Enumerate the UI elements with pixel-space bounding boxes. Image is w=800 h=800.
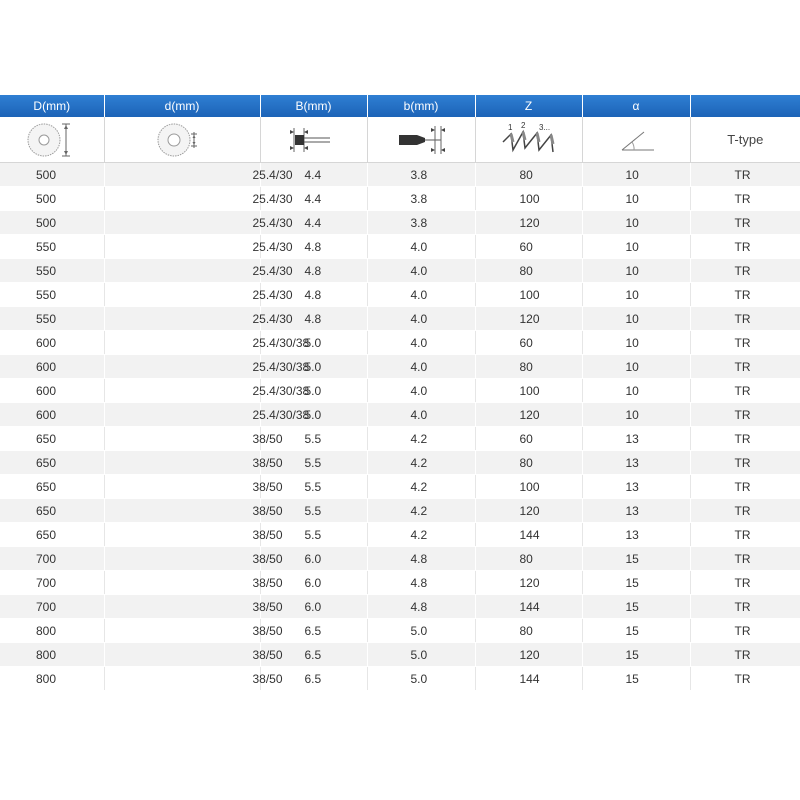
cell-B: 5.0 xyxy=(260,379,367,403)
cell-B: 5.5 xyxy=(260,475,367,499)
table-row xyxy=(0,643,800,667)
cell-Z: 80 xyxy=(475,619,582,643)
cell-b: 4.0 xyxy=(367,259,475,283)
table-row xyxy=(0,163,800,187)
cell-b: 4.0 xyxy=(367,307,475,331)
cell-type: TR xyxy=(690,571,800,595)
table-row xyxy=(0,211,800,235)
angle-icon xyxy=(582,117,690,163)
cell-type: TR xyxy=(690,163,800,187)
cell-type: TR xyxy=(690,547,800,571)
cell-type: TR xyxy=(690,235,800,259)
cell-alpha: 10 xyxy=(582,163,690,187)
cell-d: 38/50 xyxy=(104,523,260,547)
cell-D: 700 xyxy=(0,571,104,595)
cell-d: 38/50 xyxy=(104,547,260,571)
table-row xyxy=(0,283,800,307)
cell-alpha: 13 xyxy=(582,427,690,451)
cell-type: TR xyxy=(690,643,800,667)
cell-type: TR xyxy=(690,307,800,331)
cell-Z: 120 xyxy=(475,403,582,427)
cell-type: TR xyxy=(690,283,800,307)
cell-alpha: 15 xyxy=(582,619,690,643)
cell-alpha: 15 xyxy=(582,595,690,619)
cell-alpha: 13 xyxy=(582,499,690,523)
cell-b: 4.0 xyxy=(367,379,475,403)
col-header-type xyxy=(690,95,800,117)
cell-B: 4.4 xyxy=(260,211,367,235)
cell-d: 38/50 xyxy=(104,595,260,619)
table-row xyxy=(0,619,800,643)
cell-alpha: 10 xyxy=(582,259,690,283)
cell-D: 500 xyxy=(0,211,104,235)
cell-D: 650 xyxy=(0,451,104,475)
cell-B: 4.8 xyxy=(260,259,367,283)
table-row xyxy=(0,403,800,427)
cell-b: 5.0 xyxy=(367,667,475,691)
cell-b: 4.8 xyxy=(367,571,475,595)
cell-d: 38/50 xyxy=(104,571,260,595)
cell-alpha: 15 xyxy=(582,667,690,691)
cell-Z: 144 xyxy=(475,667,582,691)
cell-B: 5.5 xyxy=(260,523,367,547)
table-row xyxy=(0,187,800,211)
cell-D: 800 xyxy=(0,619,104,643)
cell-b: 5.0 xyxy=(367,643,475,667)
cell-type: TR xyxy=(690,499,800,523)
cell-b: 4.0 xyxy=(367,283,475,307)
kerf-width-icon xyxy=(260,117,367,163)
cell-b: 4.0 xyxy=(367,331,475,355)
cell-Z: 60 xyxy=(475,427,582,451)
cell-D: 500 xyxy=(0,163,104,187)
cell-type: TR xyxy=(690,523,800,547)
cell-Z: 144 xyxy=(475,523,582,547)
cell-type: TR xyxy=(690,619,800,643)
cell-D: 500 xyxy=(0,187,104,211)
cell-type: TR xyxy=(690,331,800,355)
col-header-d: d(mm) xyxy=(104,95,260,117)
cell-d: 25.4/30 xyxy=(104,211,260,235)
cell-Z: 120 xyxy=(475,499,582,523)
table-row xyxy=(0,451,800,475)
cell-B: 5.0 xyxy=(260,331,367,355)
cell-alpha: 10 xyxy=(582,235,690,259)
col-header-D: D(mm) xyxy=(0,95,104,117)
cell-d: 38/50 xyxy=(104,475,260,499)
cell-d: 38/50 xyxy=(104,451,260,475)
cell-Z: 100 xyxy=(475,283,582,307)
cell-Z: 80 xyxy=(475,355,582,379)
cell-alpha: 10 xyxy=(582,187,690,211)
cell-b: 3.8 xyxy=(367,187,475,211)
cell-D: 700 xyxy=(0,595,104,619)
saw-blade-spec-table xyxy=(0,95,800,691)
cell-Z: 60 xyxy=(475,235,582,259)
cell-Z: 120 xyxy=(475,307,582,331)
cell-B: 4.8 xyxy=(260,235,367,259)
saw-blade-diameter-icon xyxy=(0,117,104,163)
cell-type: TR xyxy=(690,403,800,427)
cell-type: TR xyxy=(690,379,800,403)
cell-d: 25.4/30/38 xyxy=(104,403,260,427)
cell-D: 600 xyxy=(0,403,104,427)
cell-B: 4.8 xyxy=(260,307,367,331)
cell-type: TR xyxy=(690,259,800,283)
cell-d: 25.4/30 xyxy=(104,235,260,259)
cell-alpha: 15 xyxy=(582,643,690,667)
cell-D: 800 xyxy=(0,667,104,691)
cell-B: 6.0 xyxy=(260,547,367,571)
cell-type: TR xyxy=(690,667,800,691)
cell-Z: 120 xyxy=(475,211,582,235)
cell-alpha: 15 xyxy=(582,547,690,571)
cell-b: 5.0 xyxy=(367,619,475,643)
cell-d: 38/50 xyxy=(104,667,260,691)
cell-b: 4.2 xyxy=(367,475,475,499)
cell-Z: 144 xyxy=(475,595,582,619)
cell-D: 650 xyxy=(0,523,104,547)
col-header-b: b(mm) xyxy=(367,95,475,117)
cell-type: TR xyxy=(690,475,800,499)
col-header-alpha: α xyxy=(582,95,690,117)
cell-b: 4.2 xyxy=(367,451,475,475)
cell-D: 550 xyxy=(0,307,104,331)
cell-Z: 80 xyxy=(475,451,582,475)
cell-D: 800 xyxy=(0,643,104,667)
table-row xyxy=(0,571,800,595)
cell-b: 4.8 xyxy=(367,547,475,571)
cell-D: 550 xyxy=(0,235,104,259)
cell-d: 25.4/30 xyxy=(104,259,260,283)
cell-B: 6.0 xyxy=(260,571,367,595)
cell-Z: 80 xyxy=(475,163,582,187)
cell-alpha: 10 xyxy=(582,307,690,331)
cell-B: 5.0 xyxy=(260,355,367,379)
cell-B: 6.5 xyxy=(260,643,367,667)
cell-d: 38/50 xyxy=(104,619,260,643)
cell-b: 3.8 xyxy=(367,163,475,187)
cell-type: TR xyxy=(690,451,800,475)
bore-diameter-icon xyxy=(104,117,260,163)
table-row xyxy=(0,379,800,403)
cell-B: 6.0 xyxy=(260,595,367,619)
cell-d: 38/50 xyxy=(104,427,260,451)
cell-B: 5.5 xyxy=(260,499,367,523)
cell-B: 6.5 xyxy=(260,619,367,643)
cell-d: 25.4/30/38 xyxy=(104,331,260,355)
cell-alpha: 15 xyxy=(582,571,690,595)
cell-Z: 120 xyxy=(475,643,582,667)
cell-B: 4.4 xyxy=(260,187,367,211)
cell-b: 4.2 xyxy=(367,427,475,451)
cell-alpha: 13 xyxy=(582,475,690,499)
cell-alpha: 10 xyxy=(582,331,690,355)
cell-D: 650 xyxy=(0,499,104,523)
table-row xyxy=(0,475,800,499)
icon-row xyxy=(0,117,800,163)
cell-Z: 100 xyxy=(475,379,582,403)
cell-d: 38/50 xyxy=(104,499,260,523)
cell-B: 5.5 xyxy=(260,427,367,451)
table-body xyxy=(0,163,800,691)
cell-alpha: 10 xyxy=(582,355,690,379)
cell-Z: 100 xyxy=(475,475,582,499)
cell-alpha: 10 xyxy=(582,211,690,235)
cell-B: 6.5 xyxy=(260,667,367,691)
table-row xyxy=(0,355,800,379)
cell-B: 5.5 xyxy=(260,451,367,475)
cell-D: 700 xyxy=(0,547,104,571)
cell-alpha: 10 xyxy=(582,403,690,427)
cell-D: 550 xyxy=(0,283,104,307)
cell-alpha: 10 xyxy=(582,379,690,403)
cell-b: 4.0 xyxy=(367,235,475,259)
cell-D: 600 xyxy=(0,355,104,379)
cell-b: 4.2 xyxy=(367,523,475,547)
teeth-label-2: 2 xyxy=(520,120,525,130)
table-row xyxy=(0,259,800,283)
table-row xyxy=(0,499,800,523)
cell-Z: 80 xyxy=(475,547,582,571)
cell-b: 4.2 xyxy=(367,499,475,523)
cell-d: 25.4/30 xyxy=(104,283,260,307)
table-row xyxy=(0,235,800,259)
table-row xyxy=(0,427,800,451)
cell-Z: 120 xyxy=(475,571,582,595)
teeth-label-3: 3... xyxy=(538,122,550,132)
cell-b: 4.0 xyxy=(367,355,475,379)
cell-Z: 80 xyxy=(475,259,582,283)
cell-d: 25.4/30 xyxy=(104,187,260,211)
cell-alpha: 13 xyxy=(582,523,690,547)
plate-thickness-icon xyxy=(367,117,475,163)
cell-B: 4.8 xyxy=(260,283,367,307)
t-type-label: T-type xyxy=(690,117,800,163)
cell-type: TR xyxy=(690,355,800,379)
table-row xyxy=(0,547,800,571)
cell-alpha: 10 xyxy=(582,283,690,307)
cell-b: 4.8 xyxy=(367,595,475,619)
table-row xyxy=(0,667,800,691)
table-row xyxy=(0,523,800,547)
column-header-row xyxy=(0,95,800,117)
cell-b: 4.0 xyxy=(367,403,475,427)
cell-d: 25.4/30 xyxy=(104,307,260,331)
cell-b: 3.8 xyxy=(367,211,475,235)
table-row xyxy=(0,595,800,619)
cell-type: TR xyxy=(690,187,800,211)
cell-type: TR xyxy=(690,595,800,619)
cell-type: TR xyxy=(690,211,800,235)
cell-D: 650 xyxy=(0,427,104,451)
cell-type: TR xyxy=(690,427,800,451)
teeth-count-icon xyxy=(475,117,582,163)
cell-B: 5.0 xyxy=(260,403,367,427)
cell-Z: 100 xyxy=(475,187,582,211)
cell-d: 25.4/30 xyxy=(104,163,260,187)
cell-d: 25.4/30/38 xyxy=(104,355,260,379)
cell-d: 38/50 xyxy=(104,643,260,667)
cell-B: 4.4 xyxy=(260,163,367,187)
cell-D: 650 xyxy=(0,475,104,499)
col-header-Z: Z xyxy=(475,95,582,117)
cell-D: 550 xyxy=(0,259,104,283)
cell-Z: 60 xyxy=(475,331,582,355)
cell-d: 25.4/30/38 xyxy=(104,379,260,403)
table-row xyxy=(0,307,800,331)
cell-D: 600 xyxy=(0,379,104,403)
teeth-label-1: 1 xyxy=(507,122,512,132)
cell-alpha: 13 xyxy=(582,451,690,475)
table-row xyxy=(0,331,800,355)
col-header-B: B(mm) xyxy=(260,95,367,117)
cell-D: 600 xyxy=(0,331,104,355)
